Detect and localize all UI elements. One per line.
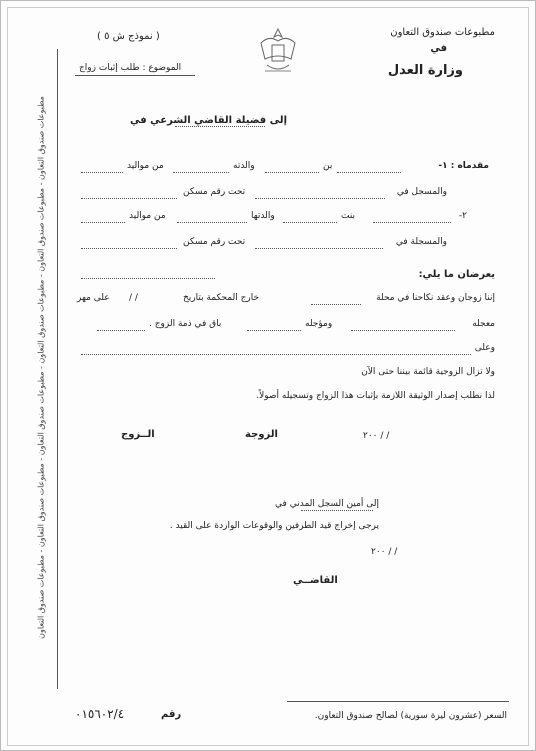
bin-label: بن (323, 161, 333, 171)
wife-mother-field[interactable] (177, 213, 247, 223)
subject-line: الموضوع : طلب إثبات زواج (79, 63, 182, 73)
husband-record-field[interactable] (81, 189, 177, 199)
additional-field[interactable] (81, 345, 471, 355)
wife-registered-label: والمسجلة في (395, 237, 447, 247)
dowry-label: على مهر (77, 293, 110, 303)
signature-date[interactable]: / / ٢٠٠ (363, 431, 390, 441)
husband-father-field[interactable] (265, 163, 319, 173)
husband-birth-label: من مواليد (127, 161, 164, 171)
husband-name-field[interactable] (337, 163, 401, 173)
marriage-date-field[interactable]: / / (129, 293, 138, 303)
deferred-dowry-label: ومؤجله (305, 319, 333, 329)
husband-registered-label: والمسجل في (396, 187, 447, 197)
husband-birth-field[interactable] (81, 163, 123, 173)
subject-underline (75, 75, 195, 76)
wife-record-field[interactable] (81, 239, 177, 249)
still-married-statement: ولا تزال الزوجية قائمة بيننا حتى الآن (361, 367, 495, 377)
registry-to: إلى أمين السجل المدني في (275, 499, 379, 509)
ministry-title: وزارة العدل (387, 63, 463, 78)
heading-rule (81, 278, 215, 279)
remaining-field[interactable] (97, 321, 145, 331)
court-field[interactable] (175, 117, 265, 127)
footer-rule (287, 701, 509, 702)
wife-name-field[interactable] (373, 213, 451, 223)
wife-birth-field[interactable] (81, 213, 125, 223)
serial-label: رقم (161, 709, 182, 720)
left-margin-rule (57, 49, 58, 689)
advance-dowry-field[interactable] (351, 321, 455, 331)
remaining-label: باق في ذمة الزوج . (149, 319, 222, 329)
applicant-2-number: ٢- (458, 211, 467, 221)
wife-registry-field[interactable] (255, 239, 383, 249)
body-heading: يعرضان ما يلي: (418, 269, 495, 280)
advance-dowry-label: معجله (472, 319, 495, 329)
wife-birth-label: من مواليد (129, 211, 166, 221)
fi-label: في (430, 43, 447, 54)
price-line: السعر (عشرون ليرة سورية) لصالح صندوق التعاون. (314, 711, 507, 721)
bint-label: بنت (341, 211, 356, 221)
wife-father-field[interactable] (283, 213, 337, 223)
additional-label: وعلى (474, 343, 495, 353)
side-watermark-text: مطبوعات صندوق التعاون - مطبوعات صندوق التعاون - مطبوعات صندوق التعاون - مطبوعات صندوق التعاون - مطبوعات صندوق التعاون - مطبوعات صندوق التعاون (36, 96, 46, 639)
marriage-date-label: خارج المحكمة بتاريخ (183, 293, 260, 303)
wife-record-label: تحت رقم مسكن (183, 237, 246, 247)
request-statement: لذا نطلب إصدار الوثيقة اللازمة بإثبات هذا الزواج وتسجيله أصولاً. (256, 391, 495, 401)
serial-number: ٠١٥٦٠٢/٤ (75, 707, 125, 721)
deferred-dowry-field[interactable] (247, 321, 301, 331)
applicants-intro: مقدماه : ١- (438, 161, 489, 171)
husband-signature-label: الــزوج (121, 429, 155, 440)
husband-registry-field[interactable] (255, 189, 385, 199)
marriage-place-field[interactable] (311, 295, 361, 305)
walidatuhu-label: والدته (233, 161, 255, 171)
syrian-eagle-emblem-icon (255, 25, 301, 81)
husband-record-label: تحت رقم مسكن (183, 187, 246, 197)
judge-label: القاضــي (293, 575, 338, 586)
wife-signature-label: الزوجة (245, 429, 278, 440)
publisher-line: مطبوعات صندوق التعاون (390, 27, 495, 38)
registry-date[interactable]: / / ٢٠٠ (371, 547, 398, 557)
marriage-place-label: إننا زوجان وعقد نكاحنا في محلة (376, 293, 495, 303)
form-model: ( نموذج ش ٥ ) (97, 31, 160, 42)
husband-mother-field[interactable] (173, 163, 229, 173)
addressee: إلى فضيلة القاضي الشرعي في (130, 115, 287, 126)
registry-place-field[interactable] (301, 501, 373, 511)
walidatuha-label: والدتها (251, 211, 275, 221)
registry-request: يرجى إخراج قيد الطرفين والوقوعات الواردة على القيد . (169, 521, 379, 531)
